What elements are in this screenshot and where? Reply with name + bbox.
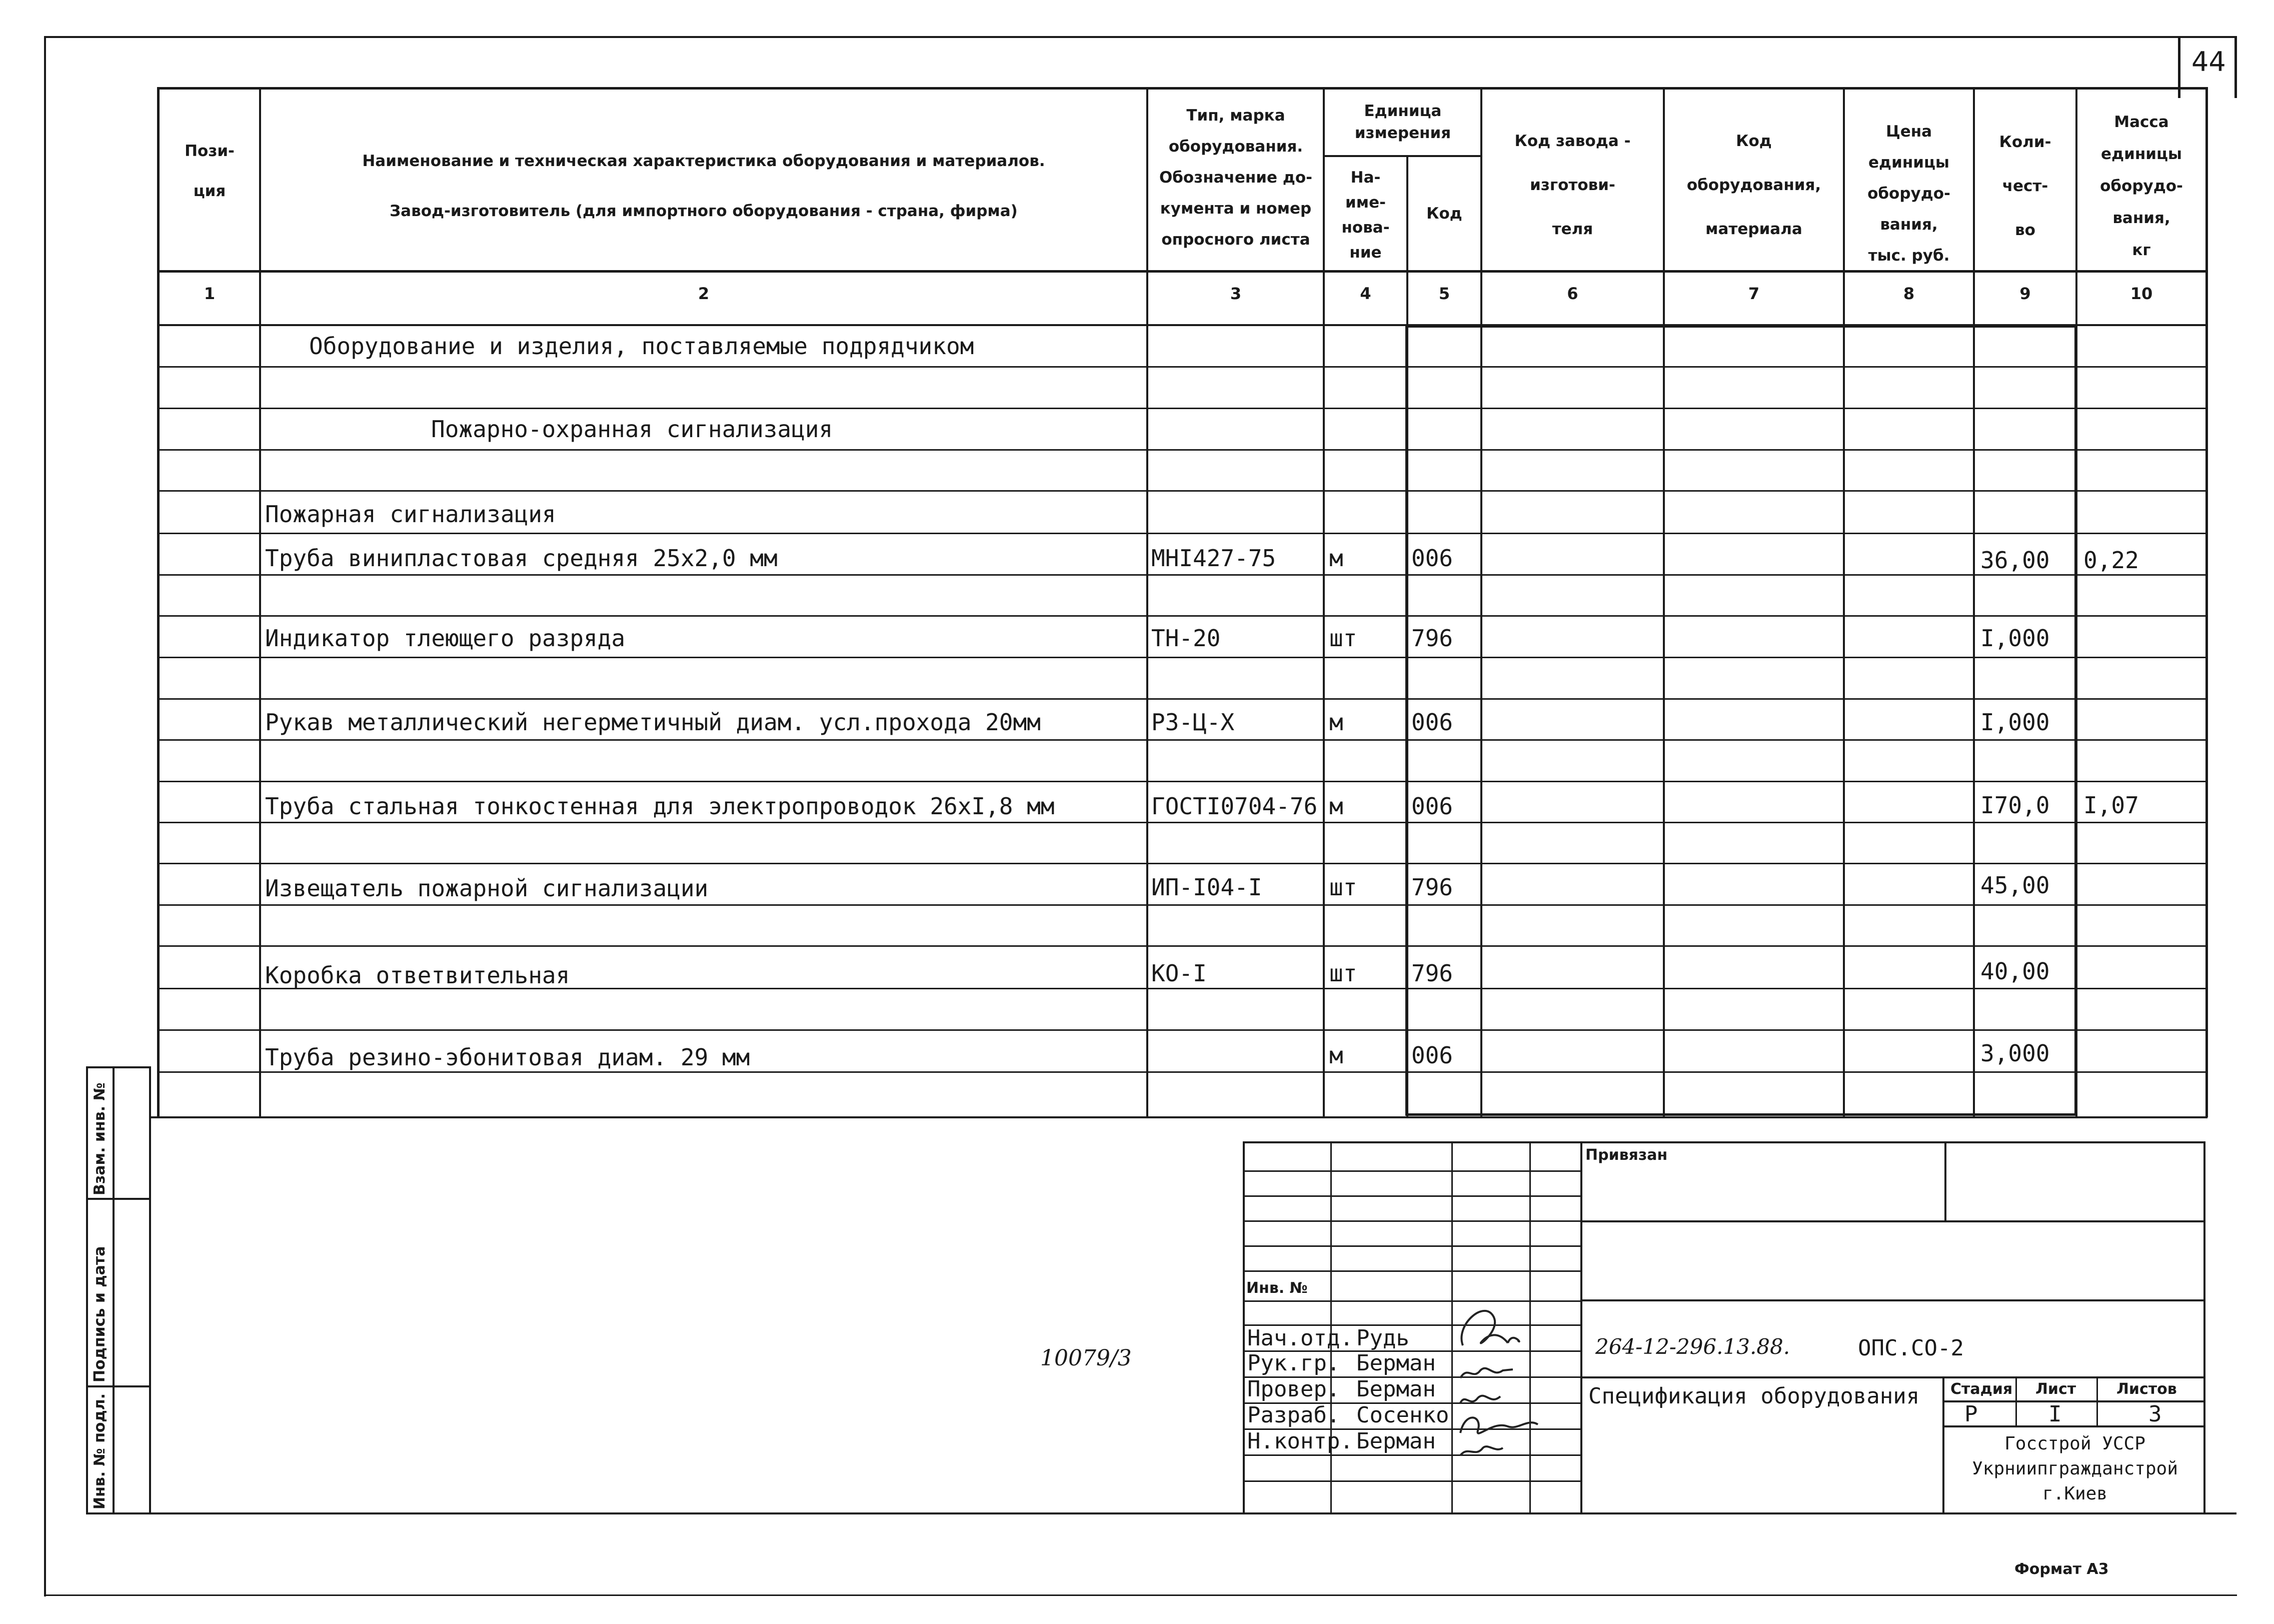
tb-grid-h <box>1243 1270 1580 1272</box>
tb-role: Н.контр. <box>1247 1428 1353 1454</box>
side-stamp-inv-podl: Инв. № подл. <box>91 1393 109 1509</box>
tb-bound-split <box>1944 1141 1946 1221</box>
side-stamp-left <box>86 1066 88 1514</box>
item-unit: шт <box>1329 874 1357 901</box>
item-code: 006 <box>1411 793 1453 820</box>
column-number-8: 8 <box>1903 284 1915 303</box>
header-unit: Единица измерения <box>1354 102 1451 142</box>
signatures <box>1453 1295 1568 1460</box>
tb-stage-split <box>1942 1376 1944 1514</box>
row-line <box>157 657 2207 658</box>
row-line <box>157 490 2207 492</box>
item-type: ТН-20 <box>1151 625 1221 652</box>
column-number-6: 6 <box>1567 284 1578 303</box>
column-number-1: 1 <box>204 284 216 303</box>
unit-header-split <box>1323 155 1481 157</box>
column-number-10: 10 <box>2130 284 2153 303</box>
row-line <box>157 781 2207 782</box>
qty-box-top <box>1405 325 2077 328</box>
item-code: 796 <box>1411 625 1453 652</box>
tb-name: Рудь <box>1356 1325 1409 1351</box>
tb-sheet-value: I <box>2048 1401 2062 1427</box>
tb-stage-h2 <box>1942 1425 2205 1427</box>
header-col2: Наименование и техническая характеристика оборудования и материалов. Завод-изготовитель (для импортного оборудования - страна, фирма) <box>362 152 1045 220</box>
tb-grid-h <box>1243 1480 1580 1482</box>
tb-stage-value: Р <box>1964 1401 1978 1427</box>
row-line <box>157 945 2207 947</box>
item-qty: I,000 <box>1980 709 2050 736</box>
item-name: Рукав металлический негерметичный диам. усл.прохода 20мм <box>265 709 1041 736</box>
outer-frame-left <box>44 36 46 1596</box>
item-type: Р3-Ц-Х <box>1151 709 1235 736</box>
item-name: Коробка ответвительная <box>265 962 570 989</box>
side-stamp-sep-2 <box>86 1385 151 1387</box>
tb-org: Госстрой УССР Укрниипгражданстрой г.Киев <box>1972 1433 2178 1504</box>
side-stamp-sep-1 <box>86 1198 151 1200</box>
row-line <box>157 449 2207 451</box>
item-qty: 36,00 <box>1980 547 2050 574</box>
tb-inv-label: Инв. № <box>1246 1279 1308 1297</box>
item-unit: м <box>1329 793 1343 820</box>
tb-bound-bottom <box>1580 1220 2205 1222</box>
section-title: Оборудование и изделия, поставляемые подрядчиком <box>309 333 974 360</box>
sheet-box-right <box>2234 36 2237 98</box>
side-stamp-right <box>113 1066 115 1514</box>
item-mass: 0,22 <box>2083 547 2139 574</box>
sheet-number: 44 <box>2191 46 2226 78</box>
header-col9: Коли- чест- во <box>1999 133 2051 239</box>
row-line <box>157 366 2207 368</box>
header-col7: Код оборудования, материала <box>1686 132 1821 238</box>
item-code: 796 <box>1411 960 1453 987</box>
signature-5 <box>1460 1446 1503 1455</box>
item-qty: 45,00 <box>1980 872 2050 899</box>
tb-name: Берман <box>1356 1376 1436 1402</box>
signature-4 <box>1460 1417 1538 1433</box>
tb-role: Разраб. <box>1247 1402 1340 1428</box>
tb-docnum-top <box>1580 1299 2205 1301</box>
column-number-4: 4 <box>1360 284 1371 303</box>
tb-grid-h <box>1243 1170 1580 1172</box>
side-stamp-bottom <box>86 1512 2236 1514</box>
header-col10: Масса единицы оборудо- вания, кг <box>2100 113 2183 259</box>
tb-role: Нач.отд. <box>1247 1325 1353 1351</box>
subsection-title: Пожарно-охранная сигнализация <box>431 416 833 443</box>
row-line <box>157 533 2207 534</box>
item-unit: м <box>1329 1042 1343 1069</box>
format-label: Формат А3 <box>2014 1560 2109 1578</box>
header-col8: Цена единицы оборудо- вания, тыс. руб. <box>1867 123 1950 265</box>
row-line <box>157 904 2207 906</box>
item-name: Индикатор тлеющего разряда <box>265 625 626 652</box>
item-qty: I,000 <box>1980 625 2050 652</box>
tb-name: Берман <box>1356 1428 1436 1454</box>
qty-box-right <box>2074 325 2077 1115</box>
item-qty: 40,00 <box>1980 958 2050 985</box>
tb-doc-title: Спецификация оборудования <box>1588 1383 1920 1409</box>
item-code: 006 <box>1411 709 1453 736</box>
column-number-9: 9 <box>2019 284 2031 303</box>
item-type: ГОСТI0704-76 <box>1151 793 1318 820</box>
group-title: Пожарная сигнализация <box>265 501 556 528</box>
item-name: Труба винипластовая средняя 25х2,0 мм <box>265 545 778 572</box>
side-stamp-replacement-inv: Взам. инв. № <box>91 1082 109 1195</box>
item-type: МНI427-75 <box>1151 545 1276 572</box>
col-sep-1 <box>259 87 261 1117</box>
column-number-2: 2 <box>698 284 710 303</box>
table-top <box>157 87 2207 90</box>
item-code: 796 <box>1411 874 1453 901</box>
item-type: КО-I <box>1151 960 1207 987</box>
item-unit: м <box>1329 709 1343 736</box>
item-code: 006 <box>1411 1042 1453 1069</box>
item-type: ИП-I04-I <box>1151 874 1262 901</box>
tb-left <box>1243 1141 1245 1514</box>
row-line <box>157 698 2207 700</box>
header-col5: Код <box>1426 205 1462 223</box>
tb-stage-h1 <box>1942 1400 2205 1402</box>
signature-2 <box>1460 1368 1513 1378</box>
item-unit: шт <box>1329 960 1357 987</box>
tb-grid-h <box>1243 1220 1580 1222</box>
tb-stage-v1 <box>2015 1376 2017 1426</box>
tb-role: Провер. <box>1247 1376 1340 1402</box>
side-stamp-signature-date: Подпись и дата <box>91 1246 109 1382</box>
row-line <box>157 408 2207 409</box>
header-col1: Пози- ция <box>185 142 235 200</box>
table-left-main <box>157 87 160 1117</box>
header-col6: Код завода - изготови- теля <box>1514 132 1631 238</box>
item-name: Труба стальная тонкостенная для электропроводок 26хI,8 мм <box>265 793 1055 820</box>
item-qty: I70,0 <box>1980 792 2050 819</box>
side-stamp-divider <box>149 1066 151 1514</box>
tb-bound-label: Привязан <box>1585 1146 1668 1164</box>
tb-name: Сосенко <box>1356 1402 1449 1428</box>
handwritten-note: 10079/3 <box>1040 1345 1132 1371</box>
item-name: Извещатель пожарной сигнализации <box>265 875 709 902</box>
tb-grid-v4 <box>1580 1141 1582 1514</box>
tb-doc-code: ОПС.СО-2 <box>1858 1335 1964 1361</box>
tb-grid-h <box>1243 1245 1580 1247</box>
tb-doc-number: 264-12-296.13.88. <box>1595 1334 1790 1359</box>
table-bottom <box>150 1116 2207 1118</box>
item-code: 006 <box>1411 545 1453 572</box>
qty-box-left <box>1405 325 1408 1115</box>
outer-frame-bottom <box>44 1594 2237 1596</box>
header-col4: На- име- нова- ние <box>1341 169 1390 262</box>
table-right <box>2205 87 2208 1117</box>
outer-frame-top <box>44 36 2237 38</box>
qty-box-bottom <box>1405 1113 2077 1116</box>
column-number-5: 5 <box>1438 284 1450 303</box>
tb-stage-v2 <box>2096 1376 2098 1426</box>
tb-stage-label: Стадия <box>1950 1380 2013 1398</box>
side-stamp-top <box>86 1066 151 1068</box>
item-unit: шт <box>1329 625 1357 652</box>
header-col3: Тип, марка оборудования. Обозначение до- кумента и номер опросного листа <box>1159 107 1313 249</box>
tb-name: Берман <box>1356 1350 1436 1376</box>
row-line <box>157 1029 2207 1031</box>
tb-role: Рук.гр. <box>1247 1350 1340 1376</box>
row-line <box>157 822 2207 823</box>
item-unit: м <box>1329 545 1343 572</box>
tb-top <box>1243 1141 2205 1143</box>
row-line <box>157 863 2207 864</box>
item-mass: I,07 <box>2083 792 2139 819</box>
tb-sheets-label: Листов <box>2116 1380 2177 1398</box>
tb-sheet-label: Лист <box>2035 1380 2076 1398</box>
tb-sheets-value: 3 <box>2148 1401 2162 1427</box>
signature-1 <box>1461 1311 1519 1345</box>
row-line <box>157 739 2207 741</box>
row-line <box>157 615 2207 617</box>
column-number-7: 7 <box>1748 284 1760 303</box>
item-qty: 3,000 <box>1980 1040 2050 1067</box>
tb-grid-h <box>1243 1195 1580 1197</box>
item-name: Труба резино-эбонитовая диам. 29 мм <box>265 1044 750 1071</box>
column-number-3: 3 <box>1230 284 1242 303</box>
signature-3 <box>1460 1396 1500 1403</box>
row-line <box>157 574 2207 576</box>
tb-title-top <box>1580 1376 2205 1378</box>
